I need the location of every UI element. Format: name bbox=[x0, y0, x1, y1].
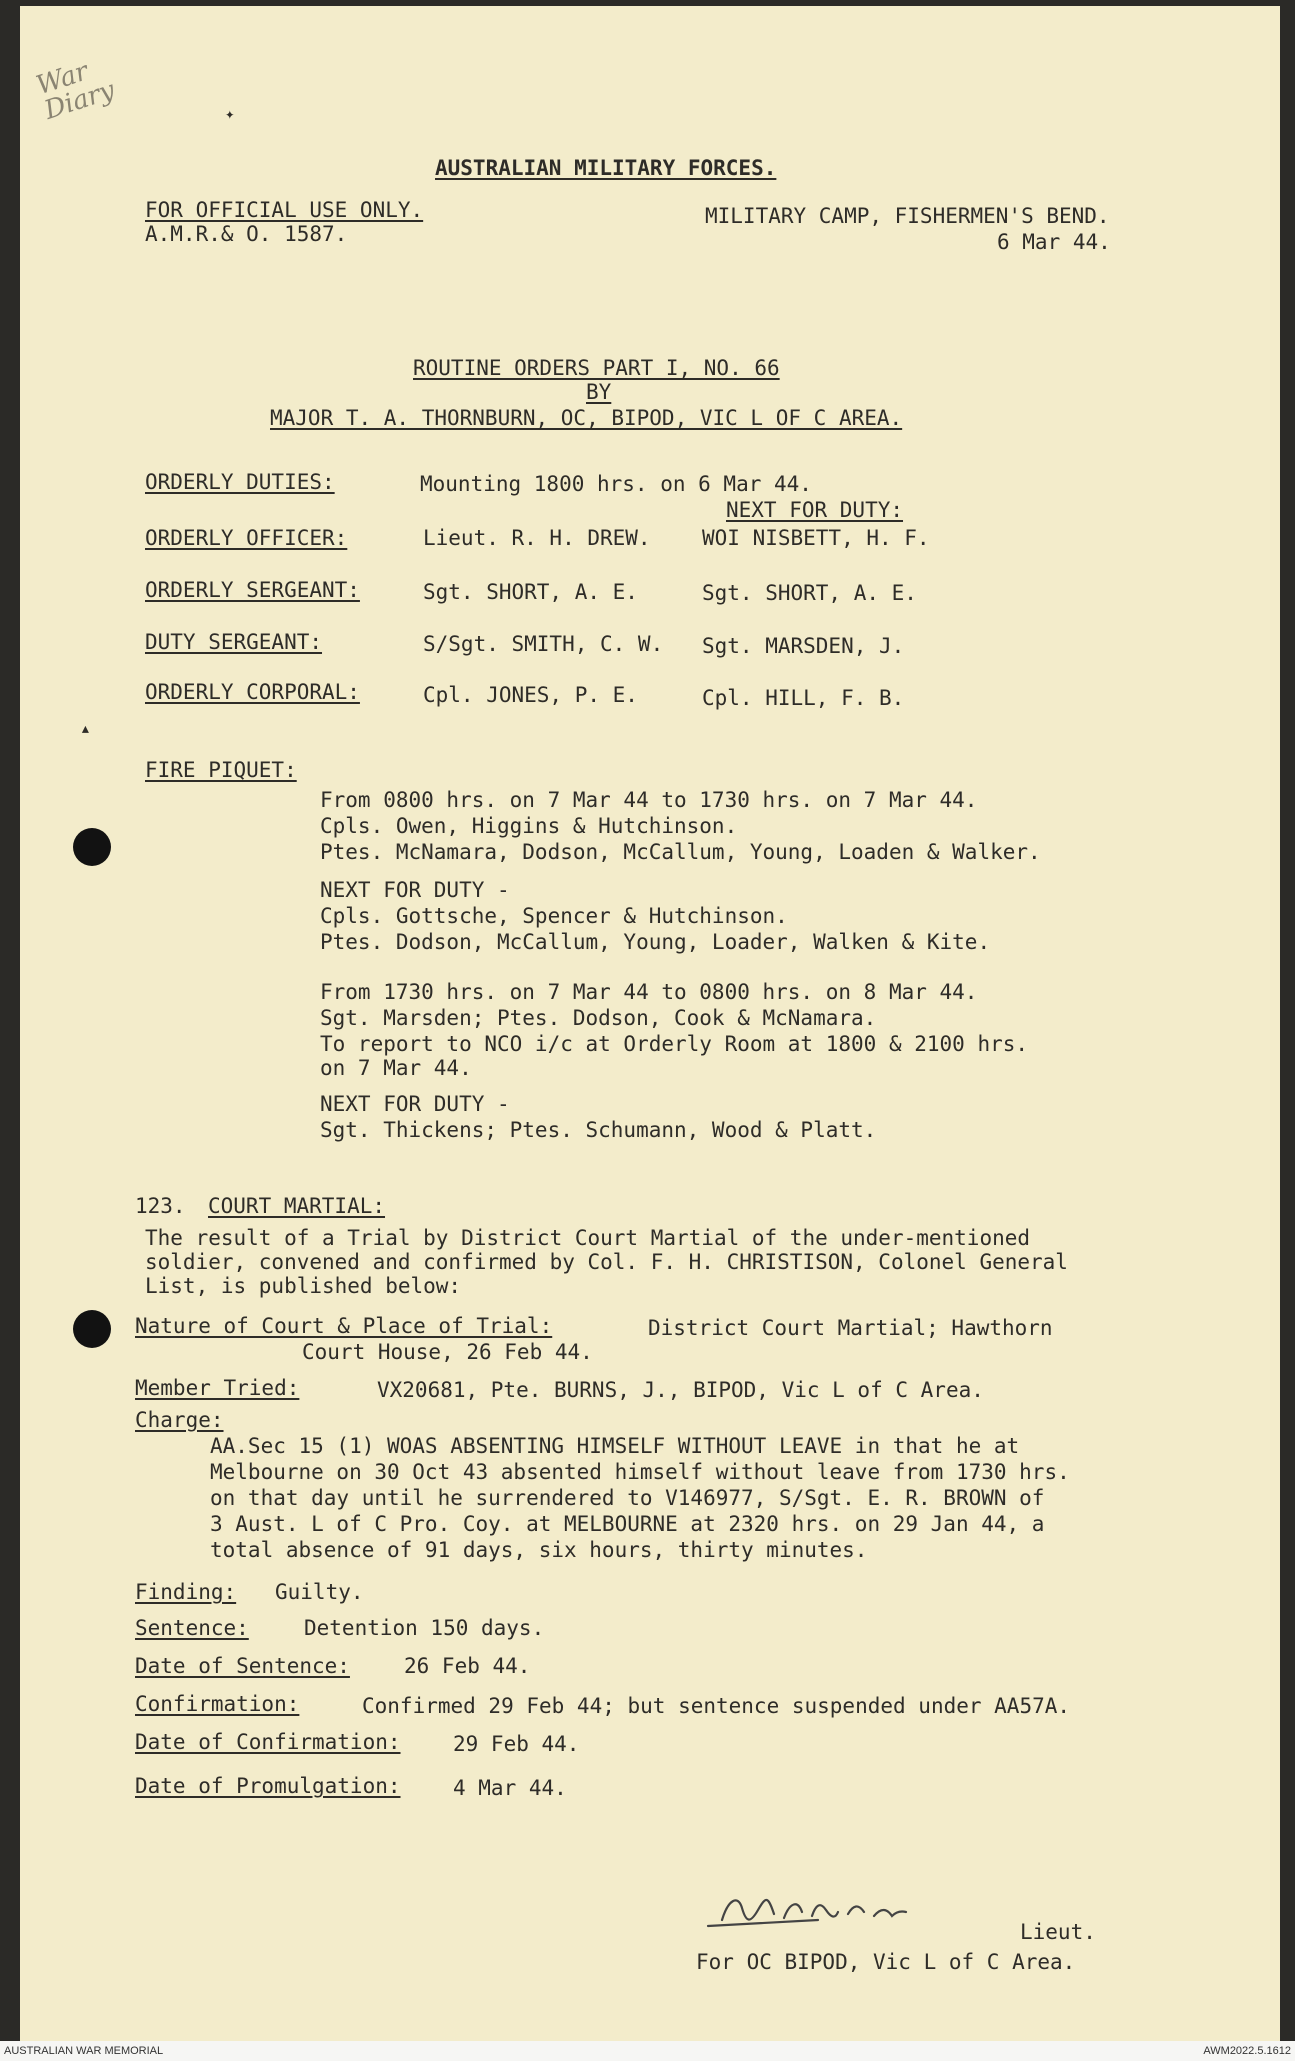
intro-line: The result of a Trial by District Court Martial of the under-mentioned bbox=[145, 1226, 1031, 1250]
duty-row-next: Sgt. MARSDEN, J. bbox=[702, 634, 905, 658]
handwritten-signature bbox=[698, 1880, 998, 1940]
date-of-sentence-label: Date of Sentence: bbox=[135, 1654, 350, 1678]
date-of-promulgation-label: Date of Promulgation: bbox=[135, 1774, 401, 1798]
date-of-sentence-value: 26 Feb 44. bbox=[404, 1654, 531, 1678]
piquet-line: To report to NCO i/c at Orderly Room at 1800 & 2100 hrs. bbox=[320, 1032, 1029, 1056]
nature-value: District Court Martial; Hawthorn bbox=[648, 1316, 1053, 1340]
ink-mark: ▴ bbox=[80, 718, 91, 739]
duty-row-label: DUTY SERGEANT: bbox=[145, 630, 323, 654]
punch-hole-top bbox=[73, 828, 111, 866]
date-of-promulgation-value: 4 Mar 44. bbox=[453, 1776, 567, 1800]
nature-label: Nature of Court & Place of Trial: bbox=[135, 1314, 553, 1338]
court-martial-heading: COURT MARTIAL: bbox=[208, 1194, 386, 1218]
forces-heading: AUSTRALIAN MILITARY FORCES. bbox=[435, 156, 777, 180]
duty-row-current: Lieut. R. H. DREW. bbox=[423, 526, 651, 550]
member-label: Member Tried: bbox=[135, 1376, 300, 1400]
date-of-confirmation-value: 29 Feb 44. bbox=[453, 1732, 580, 1756]
piquet-line: Sgt. Marsden; Ptes. Dodson, Cook & McNamara. bbox=[320, 1006, 877, 1030]
punch-hole-bottom bbox=[73, 1310, 111, 1348]
mounting-time: Mounting 1800 hrs. on 6 Mar 44. bbox=[420, 472, 812, 496]
title-by: BY bbox=[586, 380, 612, 404]
order-number: 123. bbox=[135, 1194, 186, 1218]
piquet-next-label: NEXT FOR DUTY - bbox=[320, 1092, 510, 1116]
duty-row-next: WOI NISBETT, H. F. bbox=[702, 526, 930, 550]
sentence-value: Detention 150 days. bbox=[304, 1616, 545, 1640]
next-for-duty-header: NEXT FOR DUTY: bbox=[726, 498, 904, 522]
piquet-line: Ptes. Dodson, McCallum, Young, Loader, Walken & Kite. bbox=[320, 930, 991, 954]
margin-note: War Diary bbox=[32, 56, 119, 126]
orderly-duties-label: ORDERLY DUTIES: bbox=[145, 470, 335, 494]
regulation-ref: A.M.R.& O. 1587. bbox=[145, 222, 348, 246]
duty-row-label: ORDERLY CORPORAL: bbox=[145, 680, 360, 704]
piquet-line: Sgt. Thickens; Ptes. Schumann, Wood & Platt. bbox=[320, 1118, 877, 1142]
signature-for-line: For OC BIPOD, Vic L of C Area. bbox=[696, 1950, 1076, 1974]
nature-continued: Court House, 26 Feb 44. bbox=[302, 1340, 593, 1364]
charge-line: 3 Aust. L of C Pro. Coy. at MELBOURNE at 2320 hrs. on 29 Jan 44, a bbox=[210, 1512, 1045, 1536]
piquet-line: Cpls. Owen, Higgins & Hutchinson. bbox=[320, 814, 738, 838]
charge-line: total absence of 91 days, six hours, thirty minutes. bbox=[210, 1538, 868, 1562]
piquet-line: Ptes. McNamara, Dodson, McCallum, Young, Loaden & Walker. bbox=[320, 840, 1041, 864]
piquet-line: Cpls. Gottsche, Spencer & Hutchinson. bbox=[320, 904, 788, 928]
camp-location: MILITARY CAMP, FISHERMEN'S BEND. bbox=[705, 204, 1110, 228]
date-of-confirmation-label: Date of Confirmation: bbox=[135, 1730, 401, 1754]
finding-label: Finding: bbox=[135, 1580, 237, 1604]
pin-mark: ✦ bbox=[225, 104, 235, 123]
duty-row-current: S/Sgt. SMITH, C. W. bbox=[423, 632, 664, 656]
duty-row-current: Cpl. JONES, P. E. bbox=[423, 683, 638, 707]
intro-line: List, is published below: bbox=[145, 1274, 462, 1298]
charge-line: on that day until he surrendered to V146977, S/Sgt. E. R. BROWN of bbox=[210, 1486, 1045, 1510]
confirmation-label: Confirmation: bbox=[135, 1692, 300, 1716]
member-value: VX20681, Pte. BURNS, J., BIPOD, Vic L of C Area. bbox=[377, 1378, 984, 1402]
piquet-line: From 0800 hrs. on 7 Mar 44 to 1730 hrs. on 7 Mar 44. bbox=[320, 788, 978, 812]
routine-orders-title: ROUTINE ORDERS PART I, NO. 66 bbox=[413, 356, 780, 380]
sentence-label: Sentence: bbox=[135, 1616, 249, 1640]
finding-value: Guilty. bbox=[275, 1580, 364, 1604]
piquet-next-label: NEXT FOR DUTY - bbox=[320, 878, 510, 902]
confirmation-value: Confirmed 29 Feb 44; but sentence suspended under AA57A. bbox=[362, 1694, 1071, 1718]
document-date: 6 Mar 44. bbox=[997, 230, 1111, 254]
official-use: FOR OFFICIAL USE ONLY. bbox=[145, 198, 424, 222]
piquet-line: on 7 Mar 44. bbox=[320, 1056, 472, 1080]
charge-line: Melbourne on 30 Oct 43 absented himself without leave from 1730 hrs. bbox=[210, 1460, 1070, 1484]
intro-line: soldier, convened and confirmed by Col. F. H. CHRISTISON, Colonel General bbox=[145, 1250, 1068, 1274]
archive-footer bbox=[0, 2041, 1295, 2061]
charge-line: AA.Sec 15 (1) WOAS ABSENTING HIMSELF WITHOUT LEAVE in that he at bbox=[210, 1434, 1020, 1458]
signature-rank: Lieut. bbox=[1020, 1920, 1096, 1944]
duty-row-next: Sgt. SHORT, A. E. bbox=[702, 581, 917, 605]
duty-row-label: ORDERLY OFFICER: bbox=[145, 526, 348, 550]
issuing-officer: MAJOR T. A. THORNBURN, OC, BIPOD, VIC L OF C AREA. bbox=[270, 406, 903, 430]
fire-piquet-label: FIRE PIQUET: bbox=[145, 758, 297, 782]
charge-label: Charge: bbox=[135, 1408, 224, 1432]
footer-left: AUSTRALIAN WAR MEMORIAL bbox=[4, 2045, 164, 2057]
duty-row-current: Sgt. SHORT, A. E. bbox=[423, 580, 638, 604]
duty-row-next: Cpl. HILL, F. B. bbox=[702, 686, 905, 710]
footer-right: AWM2022.5.1612 bbox=[1203, 2045, 1291, 2057]
duty-row-label: ORDERLY SERGEANT: bbox=[145, 578, 360, 602]
document-page bbox=[20, 6, 1280, 2041]
piquet-line: From 1730 hrs. on 7 Mar 44 to 0800 hrs. on 8 Mar 44. bbox=[320, 980, 978, 1004]
